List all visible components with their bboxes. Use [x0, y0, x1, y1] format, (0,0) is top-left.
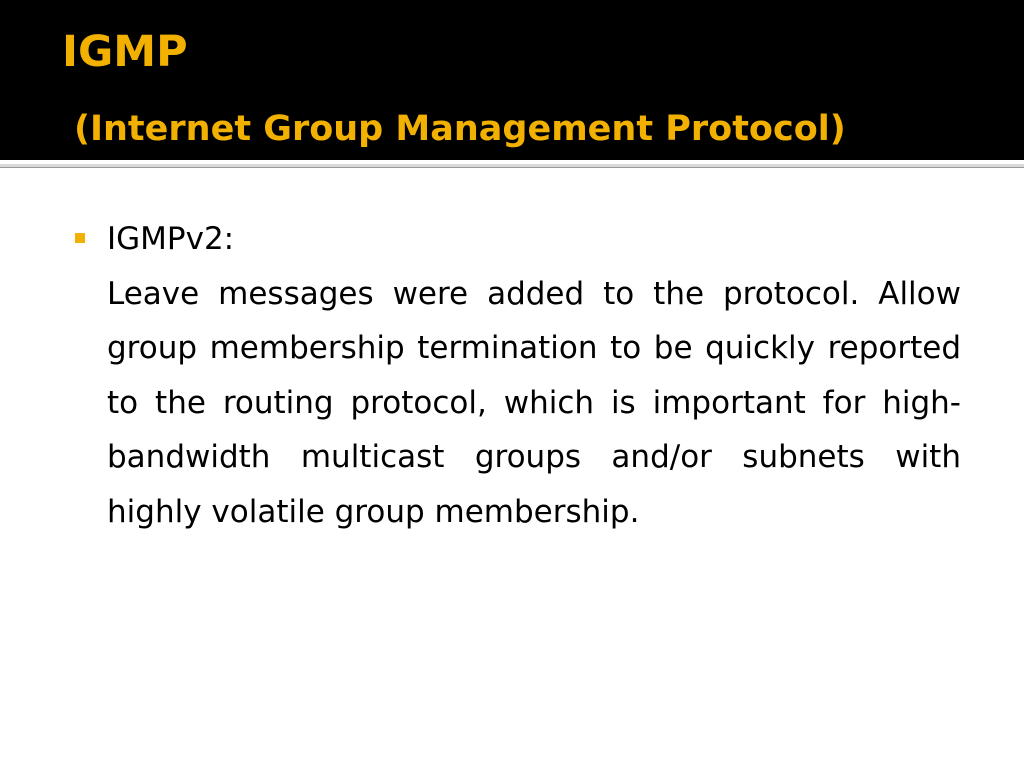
title-bar — [0, 0, 1024, 160]
square-bullet-icon — [75, 233, 85, 243]
bullet-heading: IGMPv2: — [107, 221, 235, 257]
slide-subtitle: (Internet Group Management Protocol) — [74, 109, 846, 149]
bullet-content — [107, 212, 961, 539]
title-divider-shadow — [0, 167, 1024, 168]
bullet-paragraph: Leave messages were added to the protocol. Allow group membership termination to be quickly reported to the routing protocol, which is important for high-bandwidth multicast groups and/or subnets with highly volatile group membership. — [107, 275, 961, 530]
slide-title: IGMP — [62, 27, 188, 77]
